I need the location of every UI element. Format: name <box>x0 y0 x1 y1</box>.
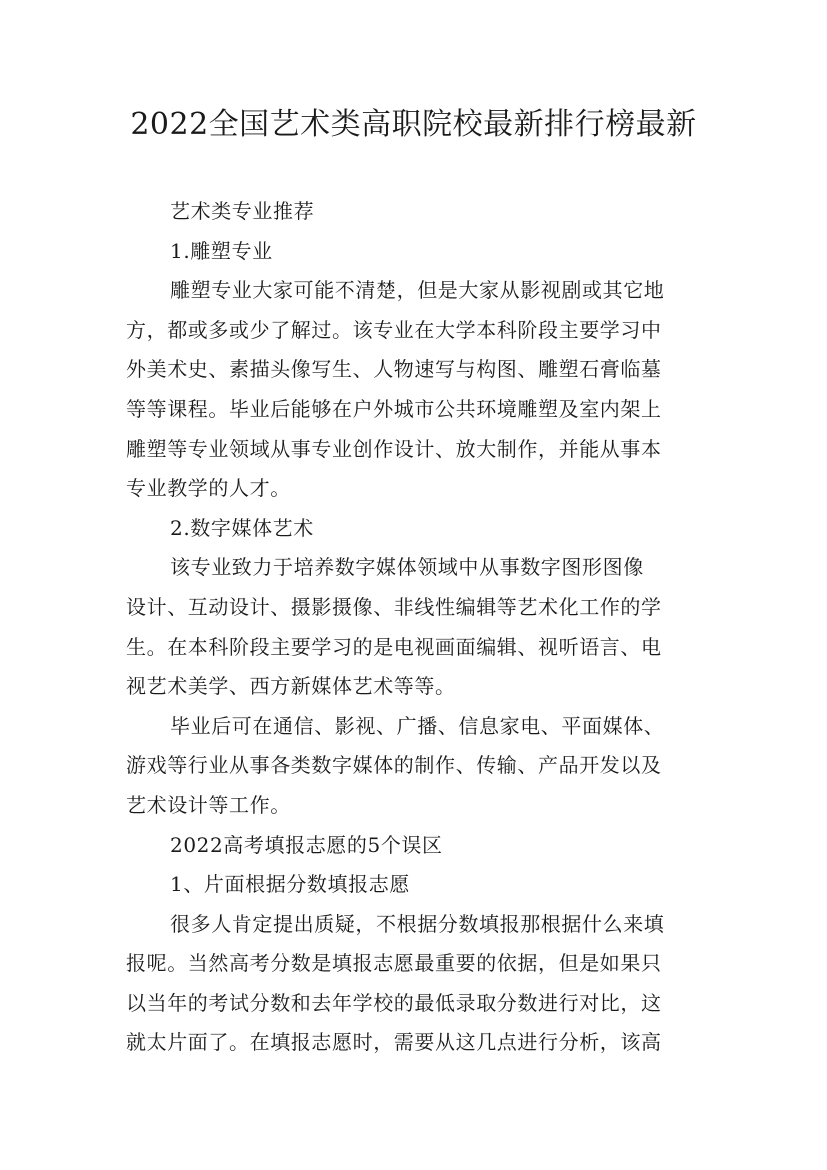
text-line: 1.雕塑专业 <box>170 238 273 263</box>
text-line: 艺术类专业推荐 <box>170 199 315 223</box>
text-line: 该专业致力于培养数字媒体领域中从事数字图形图像 <box>170 555 644 580</box>
text-line: 外美术史、素描头像写生、人物速写与构图、雕塑石膏临墓 <box>126 357 662 382</box>
text-line: 专业教学的人才。 <box>126 476 291 501</box>
text-line: 毕业后可在通信、影视、广播、信息家电、平面媒体、 <box>170 713 665 738</box>
text-line: 游戏等行业从事各类数字媒体的制作、传输、产品开发以及 <box>126 753 662 778</box>
text-line: 生。在本科阶段主要学习的是电视画面编辑、视听语言、电 <box>126 634 662 659</box>
text-line: 很多人肯定提出质疑，不根据分数填报那根据什么来填 <box>170 911 665 936</box>
text-line: 报呢。当然高考分数是填报志愿最重要的依据，但是如果只 <box>126 951 662 976</box>
text-line: 2.数字媒体艺术 <box>170 515 314 540</box>
text-line: 2022高考填报志愿的5个误区 <box>170 832 443 857</box>
text-line: 艺术设计等工作。 <box>126 792 291 817</box>
text-line: 方，都或多或少了解过。该专业在大学本科阶段主要学习中 <box>126 317 662 342</box>
document-body <box>126 192 706 1063</box>
text-line: 雕塑等专业领域从事专业创作设计、放大制作，并能从事本 <box>126 436 662 461</box>
text-line: 雕塑专业大家可能不清楚，但是大家从影视剧或其它地 <box>170 278 665 303</box>
text-line: 1、片面根据分数填报志愿 <box>170 872 410 897</box>
text-line: 设计、互动设计、摄影摄像、非线性编辑等艺术化工作的学 <box>126 594 662 619</box>
text-line: 视艺术美学、西方新媒体艺术等等。 <box>126 674 456 699</box>
text-line: 等等课程。毕业后能够在户外城市公共环境雕塑及室内架上 <box>126 396 662 421</box>
document-title: 2022全国艺术类高职院校最新排行榜最新 <box>130 107 697 142</box>
text-line: 以当年的考试分数和去年学校的最低录取分数进行对比，这 <box>126 990 662 1015</box>
text-line: 就太片面了。在填报志愿时，需要从这几点进行分析，该高 <box>126 1030 662 1055</box>
